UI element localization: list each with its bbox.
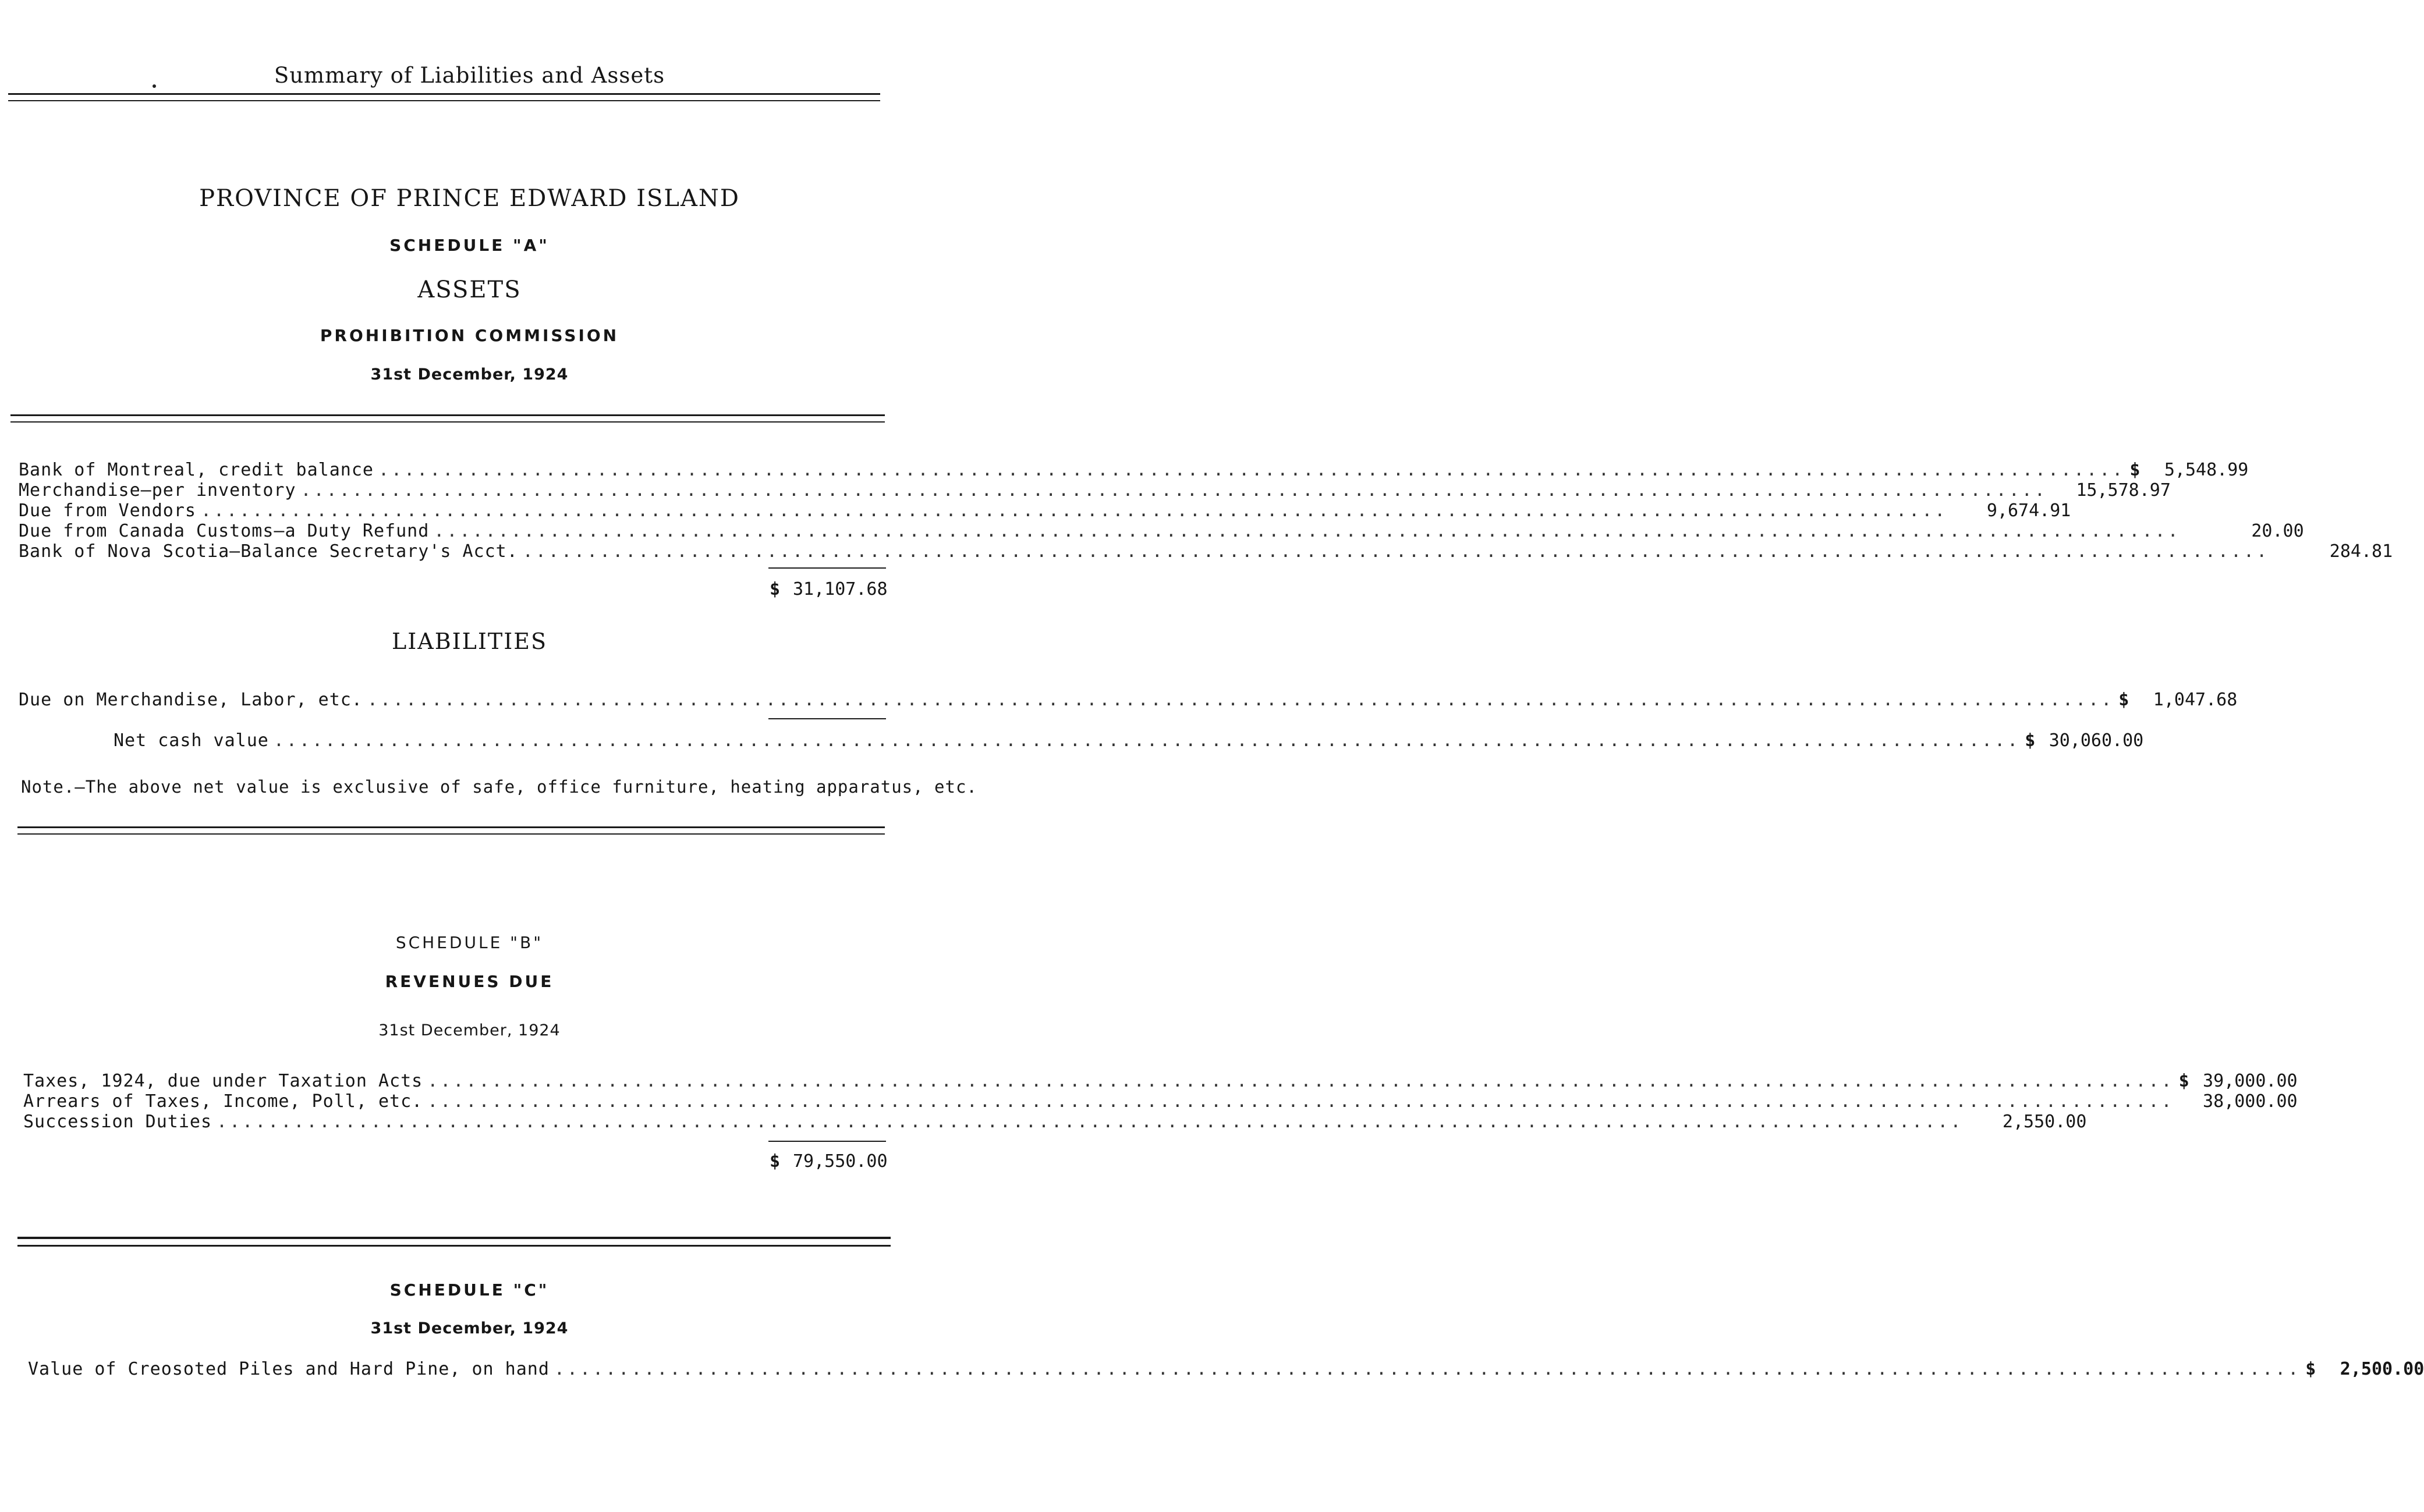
asset-row [19,480,2171,501]
schedule-c-row [28,1359,2424,1379]
dollar-sign: $ [2178,1071,2189,1091]
liability-row [19,690,2238,710]
revenue-amount: 39,000.00 [2203,1071,2298,1091]
revenue-row [23,1071,2298,1091]
asset-label: Due from Vendors [19,501,196,521]
schedule-b-end-rule [17,1237,891,1247]
net-value-row [114,730,2144,751]
assets-title: ASSETS [417,276,522,303]
running-head: Summary of Liabilities and Assets [274,63,665,88]
schedule-a-double-rule [10,414,885,423]
net-value-amount: 30,060.00 [2049,730,2144,751]
dollar-sign: $ [2129,460,2141,480]
province-title: PROVINCE OF PRINCE EDWARD ISLAND [199,185,740,212]
printer-mark [153,84,156,88]
dollar-sign: $ [770,579,781,599]
schedule-c-amount: 2,500.00 [2340,1359,2424,1379]
dollar-sign: $ [2025,730,2036,751]
schedule-a-heading: SCHEDULE "A" [389,236,550,255]
asset-row [19,541,2393,562]
dot-leader: ........................................................................................................................................ [300,480,2047,501]
revenue-label: Succession Duties [23,1112,212,1132]
schedule-a-end-rule [17,826,885,835]
asset-row [19,521,2304,541]
net-value-label: Net cash value [114,730,269,751]
revenue-label: Arrears of Taxes, Income, Poll, etc. [23,1091,423,1112]
dot-leader: ........................................................................................................................................ [427,1071,2174,1091]
asset-amount: 9,674.91 [1986,501,2071,521]
asset-row [19,460,2249,480]
liabilities-title: LIABILITIES [392,629,547,654]
schedule-c-heading: SCHEDULE "C" [389,1280,550,1300]
dot-leader: ........................................................................................................................................ [200,501,1948,521]
assets-sum-rule [768,567,886,569]
dot-leader: ........................................................................................................................................ [427,1091,2174,1112]
dot-leader: ........................................................................................................................................ [378,460,2125,480]
assets-total: 31,107.68 [793,579,888,599]
schedule-b-heading: SCHEDULE "B" [395,933,544,952]
revenue-row [23,1112,2087,1132]
top-double-rule [8,93,880,101]
liabilities-sum-rule [768,718,886,719]
asset-label: Bank of Nova Scotia—Balance Secretary's Acct. [19,541,518,562]
revenue-amount: 38,000.00 [2203,1091,2298,1112]
schedule-a-date: 31st December, 1924 [370,365,569,384]
asset-amount: 5,548.99 [2164,460,2249,480]
schedule-b-date: 31st December, 1924 [378,1021,561,1039]
schedule-c-label: Value of Creosoted Piles and Hard Pine, on hand [28,1359,550,1379]
liability-amount: 1,047.68 [2153,690,2238,710]
commission-subtitle: PROHIBITION COMMISSION [320,326,619,345]
asset-label: Bank of Montreal, credit balance [19,460,374,480]
revenues-total-row [770,1151,886,1172]
asset-amount: 15,578.97 [2076,480,2171,501]
dot-leader: ........................................................................................................................................ [273,730,2021,751]
asset-amount: 284.81 [2329,541,2393,562]
schedule-c-date: 31st December, 1924 [370,1319,569,1337]
asset-amount: 20.00 [2251,521,2304,541]
asset-label: Due from Canada Customs—a Duty Refund [19,521,430,541]
assets-total-row [770,579,886,599]
revenues-due-subtitle: REVENUES DUE [385,972,554,991]
revenues-sum-rule [768,1141,886,1142]
dot-leader: ........................................................................................................................................ [522,541,2270,562]
asset-row [19,501,2071,521]
dot-leader: ........................................................................................................................................ [554,1359,2301,1379]
exclusion-note: Note.—The above net value is exclusive of safe, office furniture, heating apparatus, etc. [21,777,977,797]
revenue-row [23,1091,2298,1112]
dollar-sign: $ [2118,690,2129,710]
dollar-sign: $ [2305,1359,2316,1379]
dot-leader: ........................................................................................................................................ [217,1112,1964,1132]
dot-leader: ........................................................................................................................................ [367,690,2114,710]
dollar-sign: $ [770,1151,781,1172]
asset-label: Merchandise—per inventory [19,480,296,501]
dot-leader: ........................................................................................................................................ [434,521,2181,541]
revenue-amount: 2,550.00 [2002,1112,2087,1132]
revenues-total: 79,550.00 [793,1151,888,1172]
liability-label: Due on Merchandise, Labor, etc. [19,690,363,710]
revenue-label: Taxes, 1924, due under Taxation Acts [23,1071,423,1091]
